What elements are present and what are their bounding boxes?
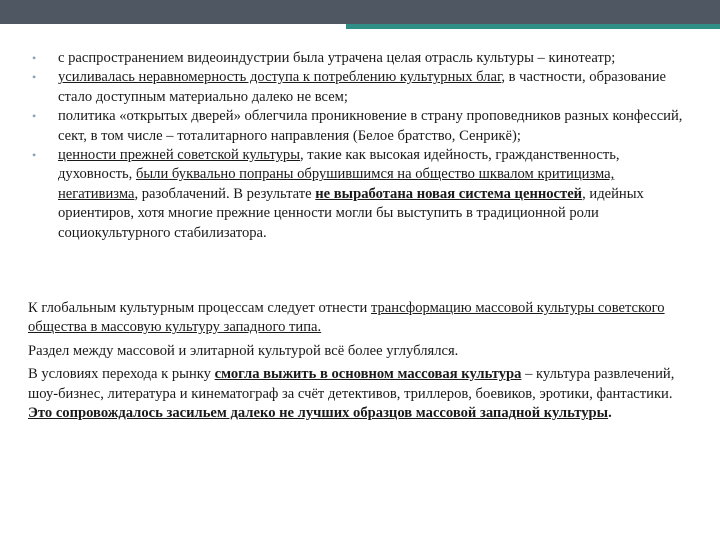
item-underlined-text: усиливалась неравномерность доступа к потреблению культурных благ <box>58 69 502 86</box>
bullet-icon: • <box>32 51 37 65</box>
item-underlined-text: были буквально попраны обрушившимся на общество шквалом критицизма, негативизма <box>58 166 615 202</box>
list-item <box>32 146 694 243</box>
list-item <box>32 49 694 68</box>
paragraph <box>28 299 694 338</box>
item-text: , такие как высокая идейность, гражданственность, духовность, <box>58 147 620 183</box>
paragraph-text: К глобальным культурным процессам следует отнести <box>28 300 371 317</box>
slide <box>0 29 720 540</box>
bullet-icon: • <box>32 148 37 163</box>
paragraph-text: Раздел между массовой и элитарной культурой всё более углублялся. <box>28 342 459 359</box>
paragraph-text: – культура развлечений, шоу-бизнес, литература и кинематограф за счёт детективов, триллеров, боевиков, эротики, фантастики. <box>28 366 675 402</box>
bullet-icon: • <box>32 70 37 85</box>
paragraphs <box>28 299 694 423</box>
bullet-icon: • <box>32 109 37 124</box>
paragraph <box>28 342 694 361</box>
item-underlined-text: ценности прежней советской культуры <box>58 147 300 164</box>
item-text: , идейных ориентиров, хотя многие прежние ценности могли бы выступить в традиционной роли социокультурного стабилизатора. <box>58 185 644 241</box>
paragraph <box>28 365 694 423</box>
bullet-list <box>28 49 694 243</box>
slide-text <box>28 49 694 424</box>
list-item <box>32 107 694 146</box>
item-text: политика «открытых дверей» облегчила проникновение в страну проповедников разных конфессий, сект, в том числе – тоталитарного направления (Белое братство, Сенрикё); <box>58 108 683 144</box>
item-text: , в частности, образование стало доступным материально далеко не всем; <box>58 69 667 105</box>
paragraph-text: . <box>608 405 612 422</box>
paragraph-underlined-text: трансформацию массовой культуры советского общества в массовую культуру западного типа. <box>28 300 665 336</box>
item-emphasis-text: не выработана новая система ценностей <box>315 185 583 202</box>
paragraph-emphasis-text: смогла выжить в основном массовая культура <box>214 366 522 383</box>
paragraph-text: В условиях перехода к рынку <box>28 366 215 383</box>
paragraph-emphasis-text: Это сопровождалось засильем далеко не лучших образцов массовой западной культуры <box>28 405 609 422</box>
item-text: , разоблачений. В результате <box>134 185 316 202</box>
item-text: с распространением видеоиндустрии была утрачена целая отрасль культуры – кинотеатр; <box>58 50 616 66</box>
list-item <box>32 68 694 107</box>
top-bar <box>0 0 720 24</box>
